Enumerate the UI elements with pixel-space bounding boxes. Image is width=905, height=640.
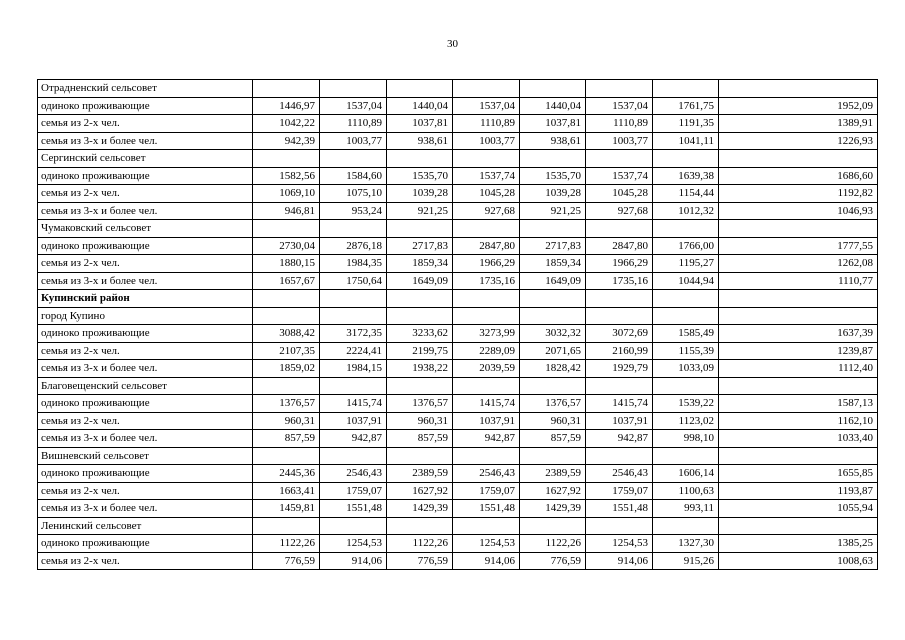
value-cell	[320, 307, 387, 325]
value-cell: 2847,80	[453, 237, 520, 255]
value-cell: 1046,93	[719, 202, 878, 220]
value-cell: 2160,99	[586, 342, 653, 360]
value-cell: 857,59	[387, 430, 453, 448]
value-cell: 1535,70	[387, 167, 453, 185]
value-cell: 2717,83	[520, 237, 586, 255]
value-cell	[253, 447, 320, 465]
section-header-row	[38, 307, 878, 325]
value-cell: 1606,14	[653, 465, 719, 483]
value-cell: 921,25	[520, 202, 586, 220]
table-row	[38, 395, 878, 413]
value-cell	[453, 220, 520, 238]
value-cell	[719, 517, 878, 535]
row-label: семья из 3-х и более чел.	[38, 272, 253, 290]
value-cell: 1750,64	[320, 272, 387, 290]
value-cell	[320, 377, 387, 395]
value-cell	[586, 307, 653, 325]
table-row	[38, 97, 878, 115]
table-row	[38, 185, 878, 203]
value-cell	[387, 220, 453, 238]
value-cell: 776,59	[520, 552, 586, 570]
value-cell: 1584,60	[320, 167, 387, 185]
value-cell: 1657,67	[253, 272, 320, 290]
value-cell	[320, 150, 387, 168]
value-cell: 2445,36	[253, 465, 320, 483]
section-header-row	[38, 447, 878, 465]
value-cell: 927,68	[586, 202, 653, 220]
value-cell: 1663,41	[253, 482, 320, 500]
value-cell: 946,81	[253, 202, 320, 220]
value-cell: 960,31	[387, 412, 453, 430]
value-cell	[253, 307, 320, 325]
value-cell: 1254,53	[320, 535, 387, 553]
table-row	[38, 482, 878, 500]
value-cell: 1761,75	[653, 97, 719, 115]
value-cell: 1100,63	[653, 482, 719, 500]
value-cell: 921,25	[387, 202, 453, 220]
value-cell: 857,59	[253, 430, 320, 448]
value-cell: 1440,04	[520, 97, 586, 115]
table-row	[38, 167, 878, 185]
value-cell: 1415,74	[586, 395, 653, 413]
value-cell: 1766,00	[653, 237, 719, 255]
value-cell: 1192,82	[719, 185, 878, 203]
section-name: город Купино	[38, 307, 253, 325]
value-cell: 938,61	[387, 132, 453, 150]
value-cell: 1037,91	[320, 412, 387, 430]
value-cell: 1649,09	[520, 272, 586, 290]
value-cell: 1162,10	[719, 412, 878, 430]
value-cell	[320, 80, 387, 98]
value-cell: 1122,26	[520, 535, 586, 553]
value-cell: 2730,04	[253, 237, 320, 255]
value-cell: 1537,04	[453, 97, 520, 115]
value-cell: 1655,85	[719, 465, 878, 483]
value-cell: 960,31	[520, 412, 586, 430]
value-cell: 1537,04	[586, 97, 653, 115]
value-cell: 1880,15	[253, 255, 320, 273]
value-cell: 2289,09	[453, 342, 520, 360]
row-label: одиноко проживающие	[38, 325, 253, 343]
value-cell: 1037,91	[453, 412, 520, 430]
value-cell: 2876,18	[320, 237, 387, 255]
value-cell	[253, 517, 320, 535]
value-cell: 1537,74	[453, 167, 520, 185]
value-cell	[719, 80, 878, 98]
value-cell	[253, 377, 320, 395]
row-label: семья из 3-х и более чел.	[38, 430, 253, 448]
value-cell: 914,06	[320, 552, 387, 570]
table-row	[38, 360, 878, 378]
row-label: одиноко проживающие	[38, 167, 253, 185]
table-row	[38, 132, 878, 150]
value-cell	[253, 220, 320, 238]
section-name: Благовещенский сельсовет	[38, 377, 253, 395]
value-cell	[387, 377, 453, 395]
section-header-row	[38, 80, 878, 98]
value-cell	[653, 80, 719, 98]
row-label: семья из 2-х чел.	[38, 255, 253, 273]
value-cell	[653, 290, 719, 308]
value-cell	[653, 307, 719, 325]
value-cell: 942,87	[586, 430, 653, 448]
value-cell: 776,59	[253, 552, 320, 570]
value-cell: 914,06	[586, 552, 653, 570]
value-cell: 2847,80	[586, 237, 653, 255]
value-cell	[520, 290, 586, 308]
value-cell: 1859,34	[520, 255, 586, 273]
value-cell: 3172,35	[320, 325, 387, 343]
value-cell: 1039,28	[387, 185, 453, 203]
value-cell	[653, 447, 719, 465]
value-cell: 1537,04	[320, 97, 387, 115]
value-cell	[520, 220, 586, 238]
value-cell	[653, 377, 719, 395]
value-cell: 3032,32	[520, 325, 586, 343]
value-cell: 857,59	[520, 430, 586, 448]
value-cell: 1110,89	[320, 115, 387, 133]
value-cell	[719, 377, 878, 395]
section-header-row	[38, 377, 878, 395]
value-cell	[653, 150, 719, 168]
value-cell	[387, 307, 453, 325]
row-label: семья из 2-х чел.	[38, 342, 253, 360]
table-row	[38, 342, 878, 360]
value-cell: 2199,75	[387, 342, 453, 360]
value-cell: 960,31	[253, 412, 320, 430]
row-label: семья из 3-х и более чел.	[38, 360, 253, 378]
value-cell	[586, 290, 653, 308]
value-cell: 1123,02	[653, 412, 719, 430]
section-header-row	[38, 220, 878, 238]
value-cell: 1385,25	[719, 535, 878, 553]
row-label: семья из 2-х чел.	[38, 552, 253, 570]
row-label: семья из 3-х и более чел.	[38, 500, 253, 518]
table-row	[38, 255, 878, 273]
value-cell: 1041,11	[653, 132, 719, 150]
row-label: одиноко проживающие	[38, 465, 253, 483]
value-cell: 1759,07	[320, 482, 387, 500]
value-cell: 3233,62	[387, 325, 453, 343]
value-cell: 1122,26	[253, 535, 320, 553]
value-cell: 1429,39	[520, 500, 586, 518]
value-cell	[520, 307, 586, 325]
value-cell: 1327,30	[653, 535, 719, 553]
table-row	[38, 535, 878, 553]
value-cell: 1686,60	[719, 167, 878, 185]
section-header-row	[38, 150, 878, 168]
value-cell: 1044,94	[653, 272, 719, 290]
value-cell	[320, 447, 387, 465]
row-label: семья из 2-х чел.	[38, 482, 253, 500]
value-cell: 1551,48	[453, 500, 520, 518]
row-label: семья из 2-х чел.	[38, 185, 253, 203]
value-cell: 2071,65	[520, 342, 586, 360]
value-cell: 1033,40	[719, 430, 878, 448]
section-name: Ленинский сельсовет	[38, 517, 253, 535]
value-cell: 1639,38	[653, 167, 719, 185]
value-cell	[586, 80, 653, 98]
value-cell	[520, 150, 586, 168]
value-cell	[719, 447, 878, 465]
value-cell: 1033,09	[653, 360, 719, 378]
value-cell	[387, 290, 453, 308]
row-label: одиноко проживающие	[38, 97, 253, 115]
value-cell	[453, 307, 520, 325]
section-name: Чумаковский сельсовет	[38, 220, 253, 238]
value-cell: 2389,59	[520, 465, 586, 483]
table-row	[38, 430, 878, 448]
value-cell: 2546,43	[453, 465, 520, 483]
value-cell	[520, 377, 586, 395]
value-cell: 1537,74	[586, 167, 653, 185]
value-cell: 1649,09	[387, 272, 453, 290]
value-cell	[520, 80, 586, 98]
value-cell: 1376,57	[520, 395, 586, 413]
table-row	[38, 202, 878, 220]
value-cell: 1193,87	[719, 482, 878, 500]
page-number: 30	[447, 38, 458, 50]
value-cell: 1045,28	[586, 185, 653, 203]
value-cell: 1984,35	[320, 255, 387, 273]
value-cell	[653, 517, 719, 535]
value-cell: 915,26	[653, 552, 719, 570]
value-cell: 1195,27	[653, 255, 719, 273]
value-cell: 1262,08	[719, 255, 878, 273]
value-cell: 1003,77	[453, 132, 520, 150]
value-cell: 1042,22	[253, 115, 320, 133]
value-cell: 1110,77	[719, 272, 878, 290]
section-name: Сергинский сельсовет	[38, 150, 253, 168]
value-cell: 1191,35	[653, 115, 719, 133]
value-cell: 1759,07	[453, 482, 520, 500]
value-cell: 1003,77	[320, 132, 387, 150]
value-cell	[320, 517, 387, 535]
value-cell	[719, 307, 878, 325]
value-cell	[253, 80, 320, 98]
table-body	[38, 80, 878, 570]
table-row	[38, 115, 878, 133]
value-cell: 1777,55	[719, 237, 878, 255]
value-cell: 1012,32	[653, 202, 719, 220]
value-cell: 942,39	[253, 132, 320, 150]
value-cell	[453, 80, 520, 98]
value-cell: 1735,16	[586, 272, 653, 290]
value-cell: 953,24	[320, 202, 387, 220]
value-cell: 1376,57	[387, 395, 453, 413]
row-label: семья из 2-х чел.	[38, 115, 253, 133]
table-row	[38, 237, 878, 255]
district-name: Купинский район	[38, 290, 253, 308]
value-cell: 1254,53	[453, 535, 520, 553]
value-cell: 1585,49	[653, 325, 719, 343]
value-cell: 1637,39	[719, 325, 878, 343]
row-label: одиноко проживающие	[38, 395, 253, 413]
value-cell: 1429,39	[387, 500, 453, 518]
value-cell: 1735,16	[453, 272, 520, 290]
value-cell: 1110,89	[453, 115, 520, 133]
section-name: Вишневский сельсовет	[38, 447, 253, 465]
value-cell: 1859,34	[387, 255, 453, 273]
value-cell: 1929,79	[586, 360, 653, 378]
value-cell: 1966,29	[586, 255, 653, 273]
value-cell	[453, 150, 520, 168]
value-cell: 1828,42	[520, 360, 586, 378]
value-cell: 1039,28	[520, 185, 586, 203]
value-cell: 1008,63	[719, 552, 878, 570]
value-cell	[586, 150, 653, 168]
value-cell	[320, 290, 387, 308]
value-cell: 1122,26	[387, 535, 453, 553]
value-cell: 942,87	[453, 430, 520, 448]
row-label: семья из 2-х чел.	[38, 412, 253, 430]
table-row	[38, 500, 878, 518]
value-cell: 1037,81	[520, 115, 586, 133]
row-label: семья из 3-х и более чел.	[38, 202, 253, 220]
value-cell: 1112,40	[719, 360, 878, 378]
value-cell: 1587,13	[719, 395, 878, 413]
value-cell: 1535,70	[520, 167, 586, 185]
value-cell: 2224,41	[320, 342, 387, 360]
value-cell: 1155,39	[653, 342, 719, 360]
value-cell	[453, 447, 520, 465]
value-cell: 3088,42	[253, 325, 320, 343]
value-cell	[387, 80, 453, 98]
value-cell	[453, 290, 520, 308]
value-cell: 942,87	[320, 430, 387, 448]
value-cell: 1582,56	[253, 167, 320, 185]
value-cell: 1003,77	[586, 132, 653, 150]
value-cell: 2389,59	[387, 465, 453, 483]
value-cell: 3273,99	[453, 325, 520, 343]
value-cell: 1226,93	[719, 132, 878, 150]
value-cell	[586, 447, 653, 465]
table-row	[38, 325, 878, 343]
value-cell: 1446,97	[253, 97, 320, 115]
value-cell: 1551,48	[320, 500, 387, 518]
value-cell	[387, 517, 453, 535]
value-cell: 1389,91	[719, 115, 878, 133]
value-cell: 1239,87	[719, 342, 878, 360]
value-cell: 2107,35	[253, 342, 320, 360]
value-cell	[253, 150, 320, 168]
value-cell: 1440,04	[387, 97, 453, 115]
value-cell	[586, 377, 653, 395]
value-cell: 2717,83	[387, 237, 453, 255]
value-cell: 1459,81	[253, 500, 320, 518]
table-row	[38, 412, 878, 430]
value-cell	[719, 150, 878, 168]
value-cell: 1759,07	[586, 482, 653, 500]
value-cell: 1984,15	[320, 360, 387, 378]
value-cell: 1037,91	[586, 412, 653, 430]
value-cell: 938,61	[520, 132, 586, 150]
value-cell: 1415,74	[453, 395, 520, 413]
value-cell: 1254,53	[586, 535, 653, 553]
table-row	[38, 272, 878, 290]
value-cell: 1938,22	[387, 360, 453, 378]
value-cell: 1551,48	[586, 500, 653, 518]
value-cell: 1415,74	[320, 395, 387, 413]
value-cell	[586, 517, 653, 535]
value-cell	[453, 517, 520, 535]
table-row	[38, 552, 878, 570]
value-cell: 1037,81	[387, 115, 453, 133]
value-cell	[387, 150, 453, 168]
value-cell: 1539,22	[653, 395, 719, 413]
value-cell: 998,10	[653, 430, 719, 448]
value-cell: 2546,43	[586, 465, 653, 483]
value-cell	[387, 447, 453, 465]
table-row	[38, 465, 878, 483]
row-label: одиноко проживающие	[38, 535, 253, 553]
value-cell: 1069,10	[253, 185, 320, 203]
value-cell	[653, 220, 719, 238]
row-label: одиноко проживающие	[38, 237, 253, 255]
value-cell: 3072,69	[586, 325, 653, 343]
value-cell: 927,68	[453, 202, 520, 220]
value-cell: 914,06	[453, 552, 520, 570]
value-cell	[253, 290, 320, 308]
value-cell	[586, 220, 653, 238]
value-cell: 1110,89	[586, 115, 653, 133]
value-cell: 1075,10	[320, 185, 387, 203]
section-name: Отрадненский сельсовет	[38, 80, 253, 98]
value-cell: 1952,09	[719, 97, 878, 115]
district-header-row	[38, 290, 878, 308]
value-cell: 1045,28	[453, 185, 520, 203]
value-cell: 2546,43	[320, 465, 387, 483]
value-cell: 1966,29	[453, 255, 520, 273]
value-cell	[719, 220, 878, 238]
value-cell: 1859,02	[253, 360, 320, 378]
value-cell	[719, 290, 878, 308]
row-label: семья из 3-х и более чел.	[38, 132, 253, 150]
value-cell: 1376,57	[253, 395, 320, 413]
value-cell: 1055,94	[719, 500, 878, 518]
value-cell: 1627,92	[520, 482, 586, 500]
value-cell	[520, 447, 586, 465]
value-cell: 1154,44	[653, 185, 719, 203]
section-header-row	[38, 517, 878, 535]
value-cell	[320, 220, 387, 238]
value-cell: 776,59	[387, 552, 453, 570]
value-cell: 2039,59	[453, 360, 520, 378]
value-cell	[453, 377, 520, 395]
value-cell: 993,11	[653, 500, 719, 518]
value-cell	[520, 517, 586, 535]
tariff-table	[37, 79, 878, 570]
value-cell: 1627,92	[387, 482, 453, 500]
